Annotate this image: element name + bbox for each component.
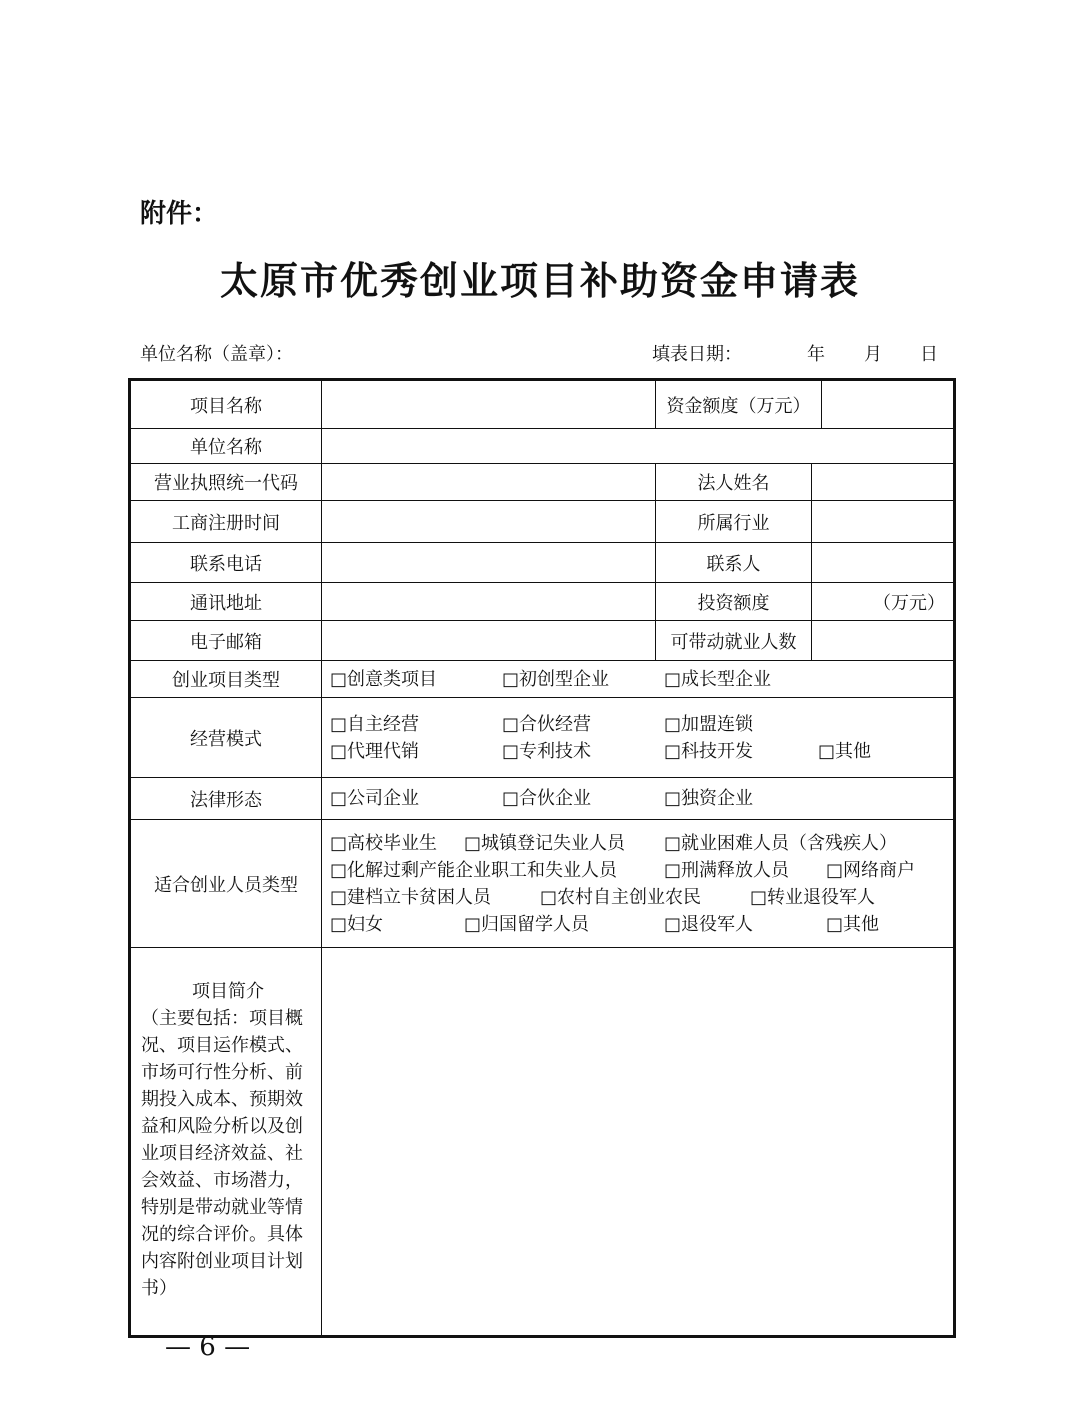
checkbox-tech-dev[interactable]: □科技开发 bbox=[664, 740, 754, 762]
checkbox-other-personnel[interactable]: □其他 bbox=[826, 913, 880, 935]
checkbox-returned-students[interactable]: □归国留学人员 bbox=[464, 913, 590, 935]
business-mode-options bbox=[322, 698, 955, 778]
checkbox-online-merchants[interactable]: □网络商户 bbox=[826, 859, 916, 881]
industry-label: 所属行业 bbox=[656, 501, 812, 543]
reg-time-label: 工商注册时间 bbox=[130, 501, 322, 543]
checkbox-employment-difficulty[interactable]: □就业困难人员（含残疾人） bbox=[664, 832, 898, 854]
fund-amount-label: 资金额度（万元） bbox=[656, 380, 822, 429]
phone-field[interactable] bbox=[322, 543, 656, 583]
unit-name-label: 单位名称 bbox=[130, 429, 322, 464]
application-form-table bbox=[128, 378, 956, 1338]
legal-person-field[interactable] bbox=[812, 464, 955, 501]
reg-time-field[interactable] bbox=[322, 501, 656, 543]
email-label: 电子邮箱 bbox=[130, 621, 322, 661]
contact-label: 联系人 bbox=[656, 543, 812, 583]
jobs-label: 可带动就业人数 bbox=[656, 621, 812, 661]
project-intro-field[interactable] bbox=[322, 948, 955, 1337]
checkbox-agency[interactable]: □代理代销 bbox=[330, 740, 420, 762]
page-number: — 6 — bbox=[165, 1332, 251, 1362]
project-intro-text: （主要包括：项目概况、项目运作模式、市场可行性分析、前期投入成本、预期效益和风险分析以及创业项目经济效益、社会效益、市场潜力，特别是带动就业等情况的综合评价。具体内容附创业项目计划书） bbox=[141, 1008, 303, 1299]
attachment-label: 附件： bbox=[140, 199, 219, 229]
project-type-label: 创业项目类型 bbox=[130, 661, 322, 698]
checkbox-registered-unemployed[interactable]: □城镇登记失业人员 bbox=[464, 832, 626, 854]
project-name-label: 项目名称 bbox=[130, 380, 322, 429]
phone-label: 联系电话 bbox=[130, 543, 322, 583]
business-mode-label: 经营模式 bbox=[130, 698, 322, 778]
legal-form-options bbox=[322, 778, 955, 820]
checkbox-creative[interactable]: □创意类项目 bbox=[330, 668, 438, 690]
investment-unit: （万元） bbox=[873, 592, 945, 614]
project-name-field[interactable] bbox=[322, 380, 656, 429]
checkbox-overcapacity-workers[interactable]: □化解过剩产能企业职工和失业人员 bbox=[330, 859, 618, 881]
jobs-field[interactable] bbox=[812, 621, 955, 661]
license-code-label: 营业执照统一代码 bbox=[130, 464, 322, 501]
fund-amount-field[interactable] bbox=[822, 380, 955, 429]
investment-field[interactable] bbox=[812, 583, 955, 621]
address-label: 通讯地址 bbox=[130, 583, 322, 621]
checkbox-transferred-veterans[interactable]: □转业退役军人 bbox=[750, 886, 876, 908]
industry-field[interactable] bbox=[812, 501, 955, 543]
checkbox-women[interactable]: □妇女 bbox=[330, 913, 384, 935]
checkbox-self-operated[interactable]: □自主经营 bbox=[330, 713, 420, 735]
form-title: 太原市优秀创业项目补助资金申请表 bbox=[219, 259, 860, 303]
checkbox-partnership[interactable]: □合伙经营 bbox=[502, 713, 592, 735]
fill-date bbox=[652, 340, 952, 366]
address-field[interactable] bbox=[322, 583, 656, 621]
checkbox-franchise[interactable]: □加盟连锁 bbox=[664, 713, 754, 735]
checkbox-rural-entrepreneurs[interactable]: □农村自主创业农民 bbox=[540, 886, 702, 908]
checkbox-sole-proprietorship[interactable]: □独资企业 bbox=[664, 788, 754, 809]
personnel-type-options bbox=[322, 820, 955, 948]
checkbox-growth[interactable]: □成长型企业 bbox=[664, 668, 772, 690]
checkbox-poverty-registered[interactable]: □建档立卡贫困人员 bbox=[330, 886, 492, 908]
legal-form-label: 法律形态 bbox=[130, 778, 322, 820]
checkbox-patent[interactable]: □专利技术 bbox=[502, 740, 592, 762]
checkbox-other-mode[interactable]: □其他 bbox=[818, 740, 872, 762]
checkbox-graduate[interactable]: □高校毕业生 bbox=[330, 832, 438, 854]
month-label: 月 bbox=[864, 344, 882, 365]
checkbox-partnership-enterprise[interactable]: □合伙企业 bbox=[502, 788, 592, 809]
project-intro-title: 项目简介 bbox=[192, 981, 264, 1002]
checkbox-released-prisoners[interactable]: □刑满释放人员 bbox=[664, 859, 790, 881]
checkbox-veterans[interactable]: □退役军人 bbox=[664, 913, 754, 935]
year-label: 年 bbox=[807, 344, 825, 365]
personnel-type-label: 适合创业人员类型 bbox=[130, 820, 322, 948]
unit-seal-label: 单位名称（盖章）： bbox=[140, 344, 293, 365]
project-intro-cell bbox=[130, 948, 322, 1337]
day-label: 日 bbox=[920, 344, 938, 365]
unit-name-field[interactable] bbox=[322, 429, 955, 464]
fill-date-label: 填表日期： bbox=[652, 344, 742, 365]
license-code-field[interactable] bbox=[322, 464, 656, 501]
checkbox-company[interactable]: □公司企业 bbox=[330, 788, 420, 809]
email-field[interactable] bbox=[322, 621, 656, 661]
investment-label: 投资额度 bbox=[656, 583, 812, 621]
project-type-options bbox=[322, 661, 955, 698]
legal-person-label: 法人姓名 bbox=[656, 464, 812, 501]
checkbox-startup[interactable]: □初创型企业 bbox=[502, 668, 610, 690]
contact-field[interactable] bbox=[812, 543, 955, 583]
